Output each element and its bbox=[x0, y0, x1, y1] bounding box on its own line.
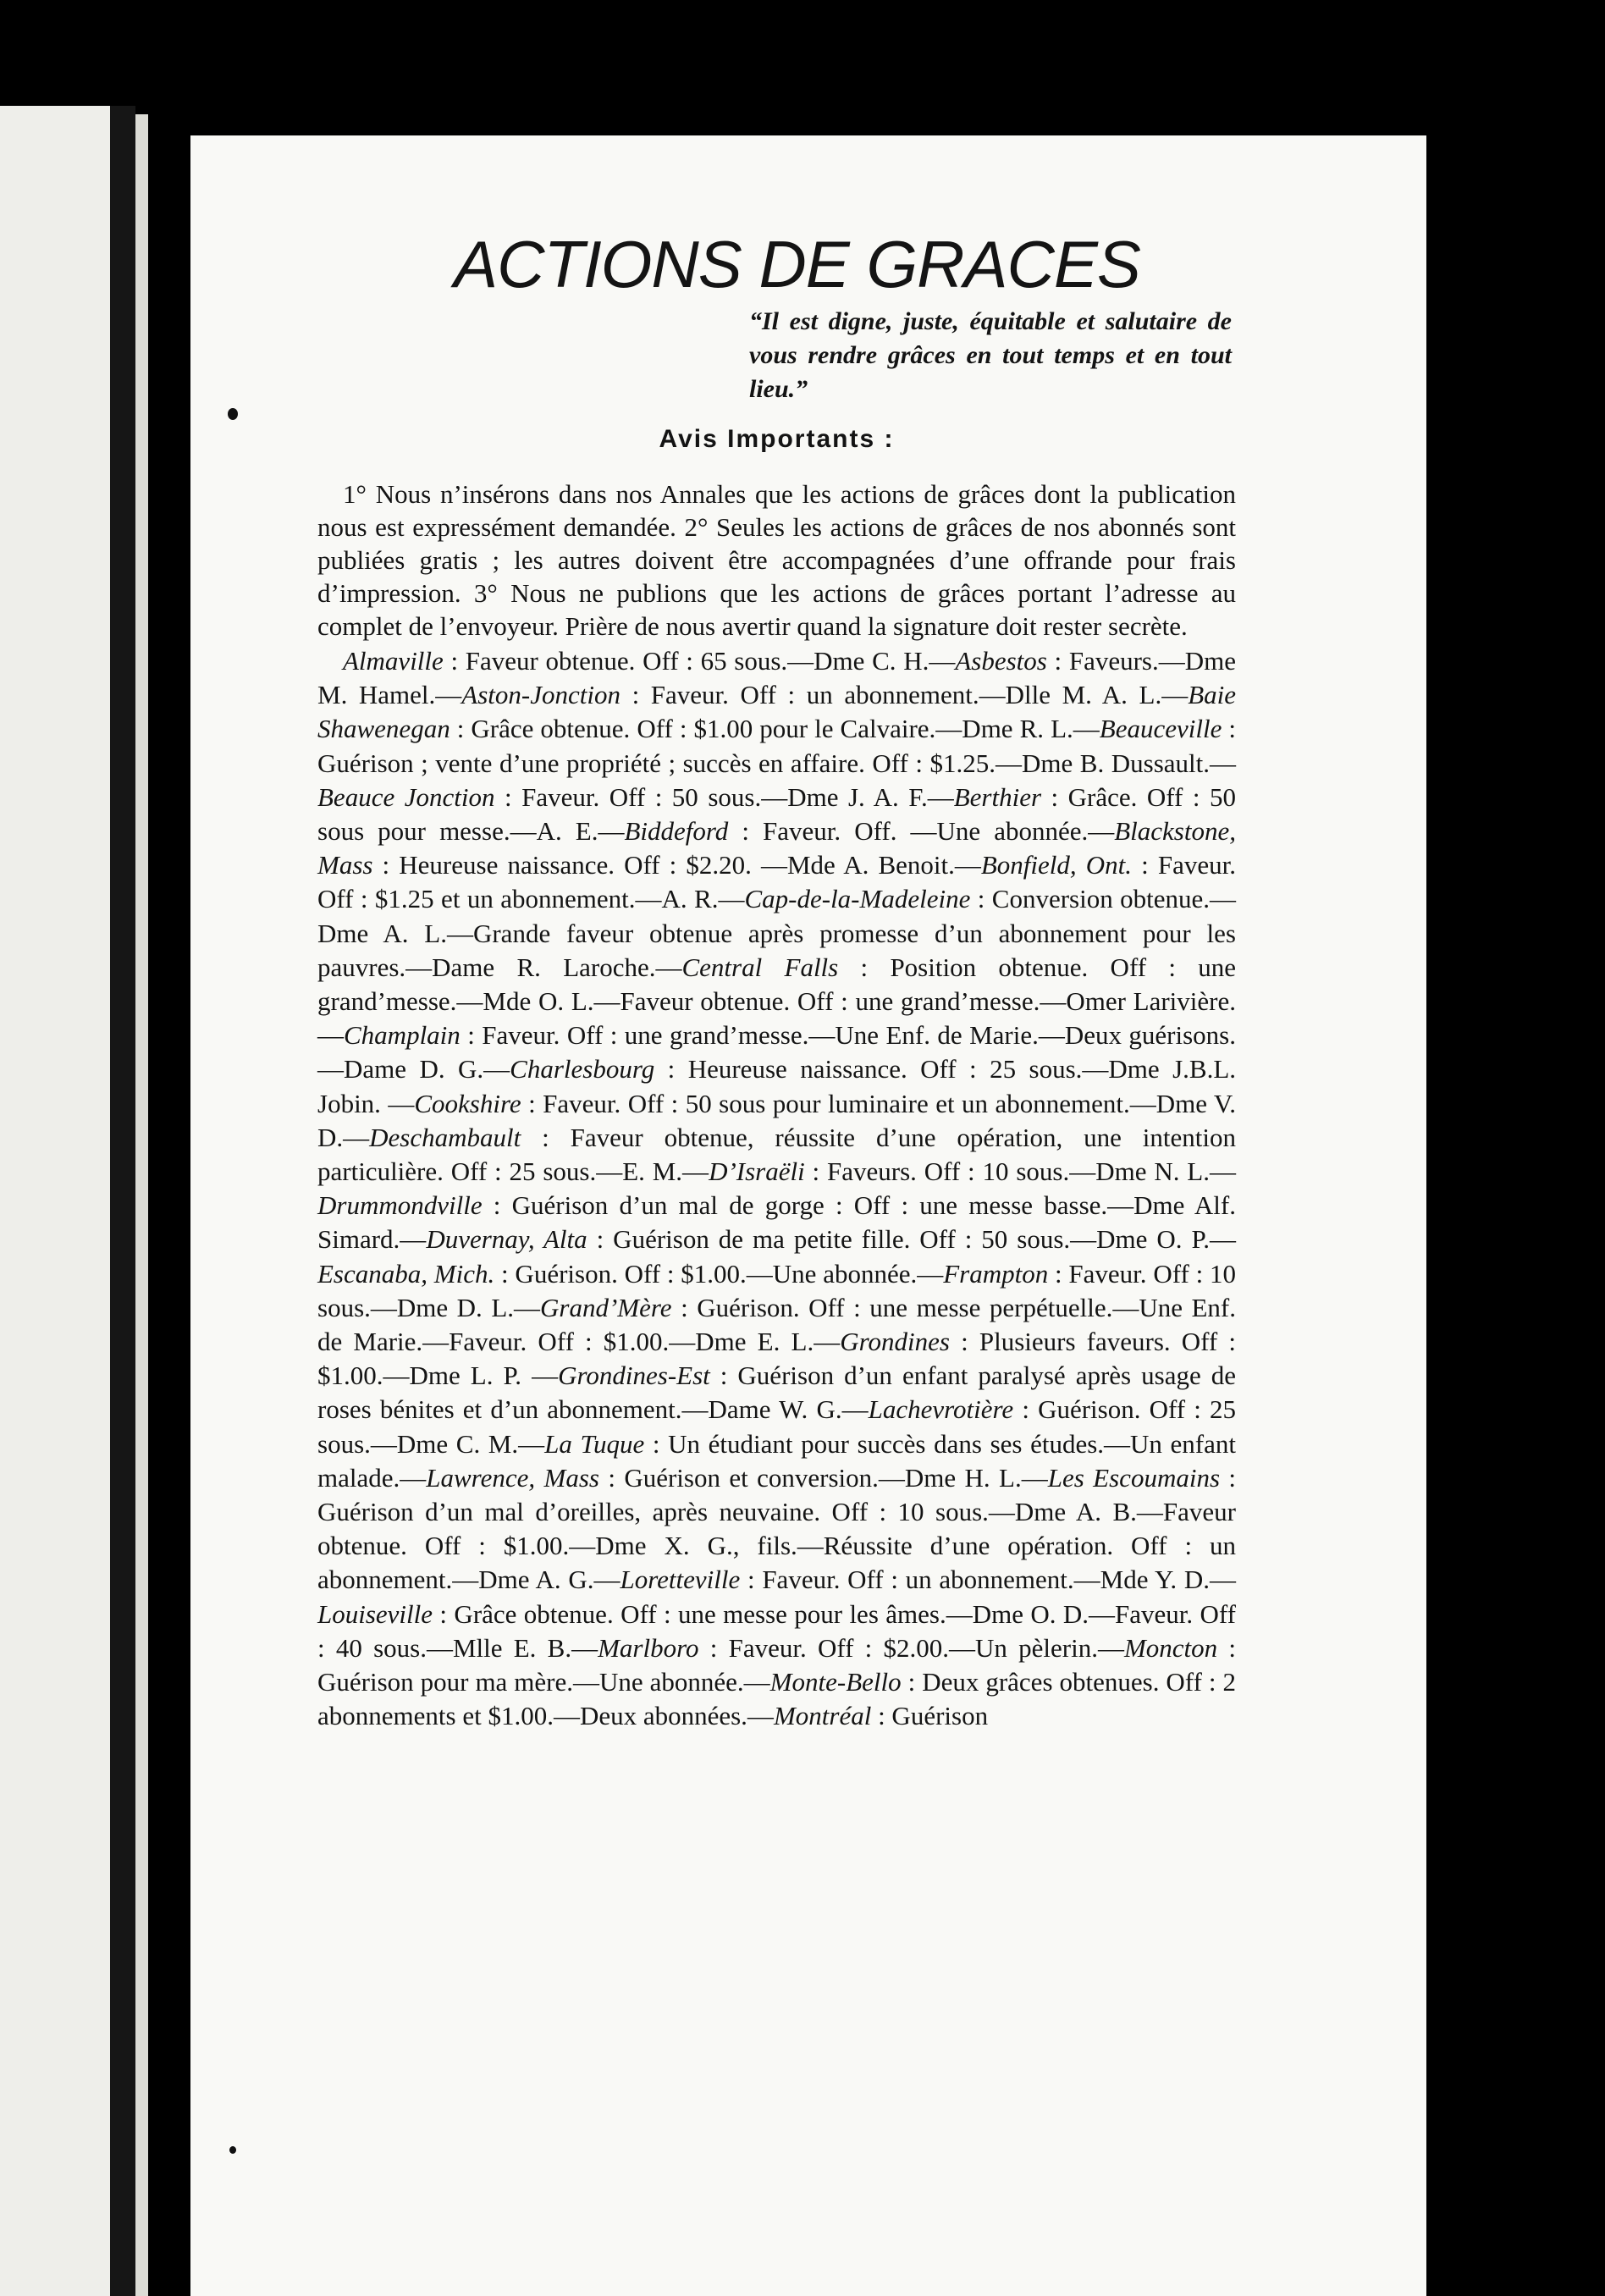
entry-text: : Grâce obtenue. Off : $1.00 pour le Calvaire.—Dme R. L.— bbox=[450, 714, 1100, 744]
section-heading: Avis Importants : bbox=[659, 425, 895, 453]
entry-text: : Faveur. Off : un abonnement.—Mde Y. D.— bbox=[740, 1565, 1237, 1595]
ink-speck bbox=[228, 408, 238, 420]
entry-text: : Faveur. Off. —Une abonnée.— bbox=[728, 816, 1115, 847]
entry-place: Drummondville bbox=[317, 1190, 483, 1221]
entry-text: : Faveur. Off : 10 sous.—Dme D. L.— bbox=[317, 1258, 1236, 1322]
notice-paragraph: 1° Nous n’insérons dans nos Annales que les actions de grâces dont la publication nous est expressément demandée. 2° Seules les actions de grâces de nos abonnés sont publiées gratis ; les autres doivent être accompagnées d’une offrande pour frais d’impression. 3° Nous ne publions que les actions de grâces portant l’adresse au complet de l’envoyeur. Prière de nous avertir quand la signature doit rester secrète. bbox=[317, 479, 1236, 641]
entry-text: : Heureuse naissance. Off : $2.20. —Mde A. Benoit.— bbox=[372, 850, 981, 880]
entry-place: Les Escoumains bbox=[1047, 1462, 1221, 1493]
entry-text: : Guérison d’un enfant paralysé après usage de roses bénites et d’un abonnement.—Dame W. G.— bbox=[317, 1360, 1237, 1425]
entry-text: : Faveur obtenue. Off : 65 sous.—Dme C. H.— bbox=[443, 646, 956, 676]
entry-place: Marlboro bbox=[598, 1632, 699, 1663]
entry-place: Beauceville bbox=[1099, 714, 1222, 744]
entry-text: : Guérison ; vente d’une propriété ; succès en affaire. Off : $1.25.—Dme B. Dussault.— bbox=[317, 714, 1236, 778]
book-page bbox=[190, 135, 1426, 2296]
entry-place: Lawrence, Mass bbox=[426, 1462, 599, 1493]
entry-text: : Faveurs. Off : 10 sous.—Dme N. L.— bbox=[804, 1156, 1236, 1187]
entry-text: : Guérison bbox=[871, 1701, 989, 1731]
entry-place: Montréal bbox=[773, 1701, 872, 1731]
entry-place: Monte-Bello bbox=[769, 1667, 902, 1697]
entry-place: Cap-de-la-Madeleine bbox=[744, 884, 971, 914]
entry-text: : Conversion obtenue.—Dme A. L.—Grande faveur obtenue après promesse d’un abonnement pour les pauvres.—Dame R. Laroche.— bbox=[317, 884, 1236, 982]
page-title: ACTIONS DE GRACES bbox=[454, 227, 1140, 301]
left-page-inner-edge bbox=[135, 114, 148, 2296]
entry-place: Moncton bbox=[1123, 1632, 1218, 1663]
entry-place: Louiseville bbox=[317, 1598, 433, 1629]
ink-speck bbox=[229, 2146, 236, 2154]
entry-text: : Guérison. Off : $1.00.—Une abonnée.— bbox=[494, 1258, 944, 1289]
entry-place: D’Israëli bbox=[709, 1156, 805, 1187]
entry-text: : Heureuse naissance. Off : 25 sous.—Dme J.B.L. Jobin. — bbox=[317, 1054, 1237, 1118]
entry-place: Deschambault bbox=[369, 1122, 521, 1152]
entry-text: : Plusieurs faveurs. Off : $1.00.—Dme L. P. — bbox=[317, 1327, 1236, 1391]
entry-place: Beauce Jonction bbox=[317, 781, 495, 812]
entry-place: Cookshire bbox=[414, 1088, 521, 1118]
entry-text: : Position obtenue. Off : une grand’messe.—Mde O. L.—Faveur obtenue. Off : une grand’messe.—Omer Larivière.— bbox=[317, 952, 1236, 1051]
entry-text: : Faveur. Off : 50 sous.—Dme J. A. F.— bbox=[494, 781, 954, 812]
entry-place: Biddeford bbox=[624, 816, 729, 847]
entry-place: Grand’Mère bbox=[540, 1292, 672, 1322]
entry-text: : Grâce. Off : 50 sous pour messe.—A. E.— bbox=[317, 781, 1236, 847]
entry-text: : Guérison et conversion.—Dme H. L.— bbox=[598, 1462, 1048, 1493]
entry-place: La Tuque bbox=[544, 1428, 645, 1459]
entry-text: : Faveur. Off : 50 sous pour luminaire et un abonnement.—Dme V. D.— bbox=[317, 1088, 1236, 1152]
entry-text: : Faveur. Off : $2.00.—Un pèlerin.— bbox=[698, 1632, 1124, 1663]
entry-place: Central Falls bbox=[681, 952, 839, 982]
epigraph-quote: “Il est digne, juste, équitable et salutaire de vous rendre grâces en tout temps et en tout lieu.” bbox=[749, 307, 1232, 403]
entry-text: : Faveur. Off : un abonnement.—Dlle M. A. L.— bbox=[620, 680, 1189, 710]
entry-place: Lachevrotière bbox=[868, 1394, 1014, 1425]
entry-text: : Deux grâces obtenues. Off : 2 abonnements et $1.00.—Deux abonnées.— bbox=[317, 1667, 1236, 1731]
page-content bbox=[317, 224, 1236, 1734]
entry-text: : Guérison d’un mal de gorge : Off : une messe basse.—Dme Alf. Simard.— bbox=[317, 1190, 1236, 1255]
left-page-text-fragment bbox=[0, 254, 19, 347]
entry-text: : Faveurs.—Dme M. Hamel.— bbox=[317, 646, 1236, 710]
entry-place: Aston-Jonction bbox=[461, 680, 620, 710]
thanksgiving-entries bbox=[317, 644, 1236, 1734]
entry-text: : Guérison. Off : 25 sous.—Dme C. M.— bbox=[317, 1394, 1236, 1459]
entry-place: Charlesbourg bbox=[510, 1054, 655, 1085]
entry-place: Frampton bbox=[943, 1258, 1049, 1289]
entry-text: : Guérison. Off : une messe perpétuelle.—Une Enf. de Marie.—Faveur. Off : $1.00.—Dme E. L.— bbox=[317, 1292, 1237, 1357]
entry-text: : Guérison de ma petite fille. Off : 50 sous.—Dme O. P.— bbox=[587, 1224, 1236, 1255]
entry-place: Grondines bbox=[840, 1327, 950, 1357]
entry-text: : Faveur. Off : $1.25 et un abonnement.—A. R.— bbox=[317, 850, 1236, 914]
entry-place: Asbestos bbox=[955, 646, 1047, 676]
entry-place: Blackstone, Mass bbox=[317, 816, 1236, 880]
entry-place: Bonfield, Ont. bbox=[980, 850, 1133, 880]
entry-text: : Faveur obtenue, réussite d’une opération, une intention particulière. Off : 25 sous.—E. M.— bbox=[317, 1122, 1236, 1187]
entry-place: Almaville bbox=[343, 646, 444, 676]
entry-text: : Un étudiant pour succès dans ses études.—Un enfant malade.— bbox=[317, 1428, 1236, 1493]
entry-place: Berthier bbox=[953, 781, 1042, 812]
book-spine bbox=[110, 106, 135, 2296]
left-page-edge bbox=[0, 106, 110, 2296]
entry-text: : Grâce obtenue. Off : une messe pour les âmes.—Dme O. D.—Faveur. Off : 40 sous.—Mlle E. B.— bbox=[317, 1598, 1236, 1663]
entry-place: Grondines-Est bbox=[558, 1360, 710, 1391]
entry-place: Baie Shawenegan bbox=[317, 680, 1237, 744]
entry-place: Escanaba, Mich. bbox=[317, 1258, 495, 1289]
entry-place: Loretteville bbox=[620, 1565, 741, 1595]
entry-place: Champlain bbox=[344, 1020, 461, 1051]
entry-place: Duvernay, Alta bbox=[426, 1224, 587, 1255]
entry-text: : Guérison d’un mal d’oreilles, après neuvaine. Off : 10 sous.—Dme A. B.—Faveur obtenue. Off : $1.00.—Dme X. G., fils.—Réussite d’une opération. Off : un abonnement.—Dme A. G.— bbox=[317, 1462, 1237, 1595]
entry-text: : Guérison pour ma mère.—Une abonnée.— bbox=[317, 1632, 1237, 1697]
entry-text: : Faveur. Off : une grand’messe.—Une Enf. de Marie.—Deux guérisons.—Dame D. G.— bbox=[317, 1020, 1236, 1085]
